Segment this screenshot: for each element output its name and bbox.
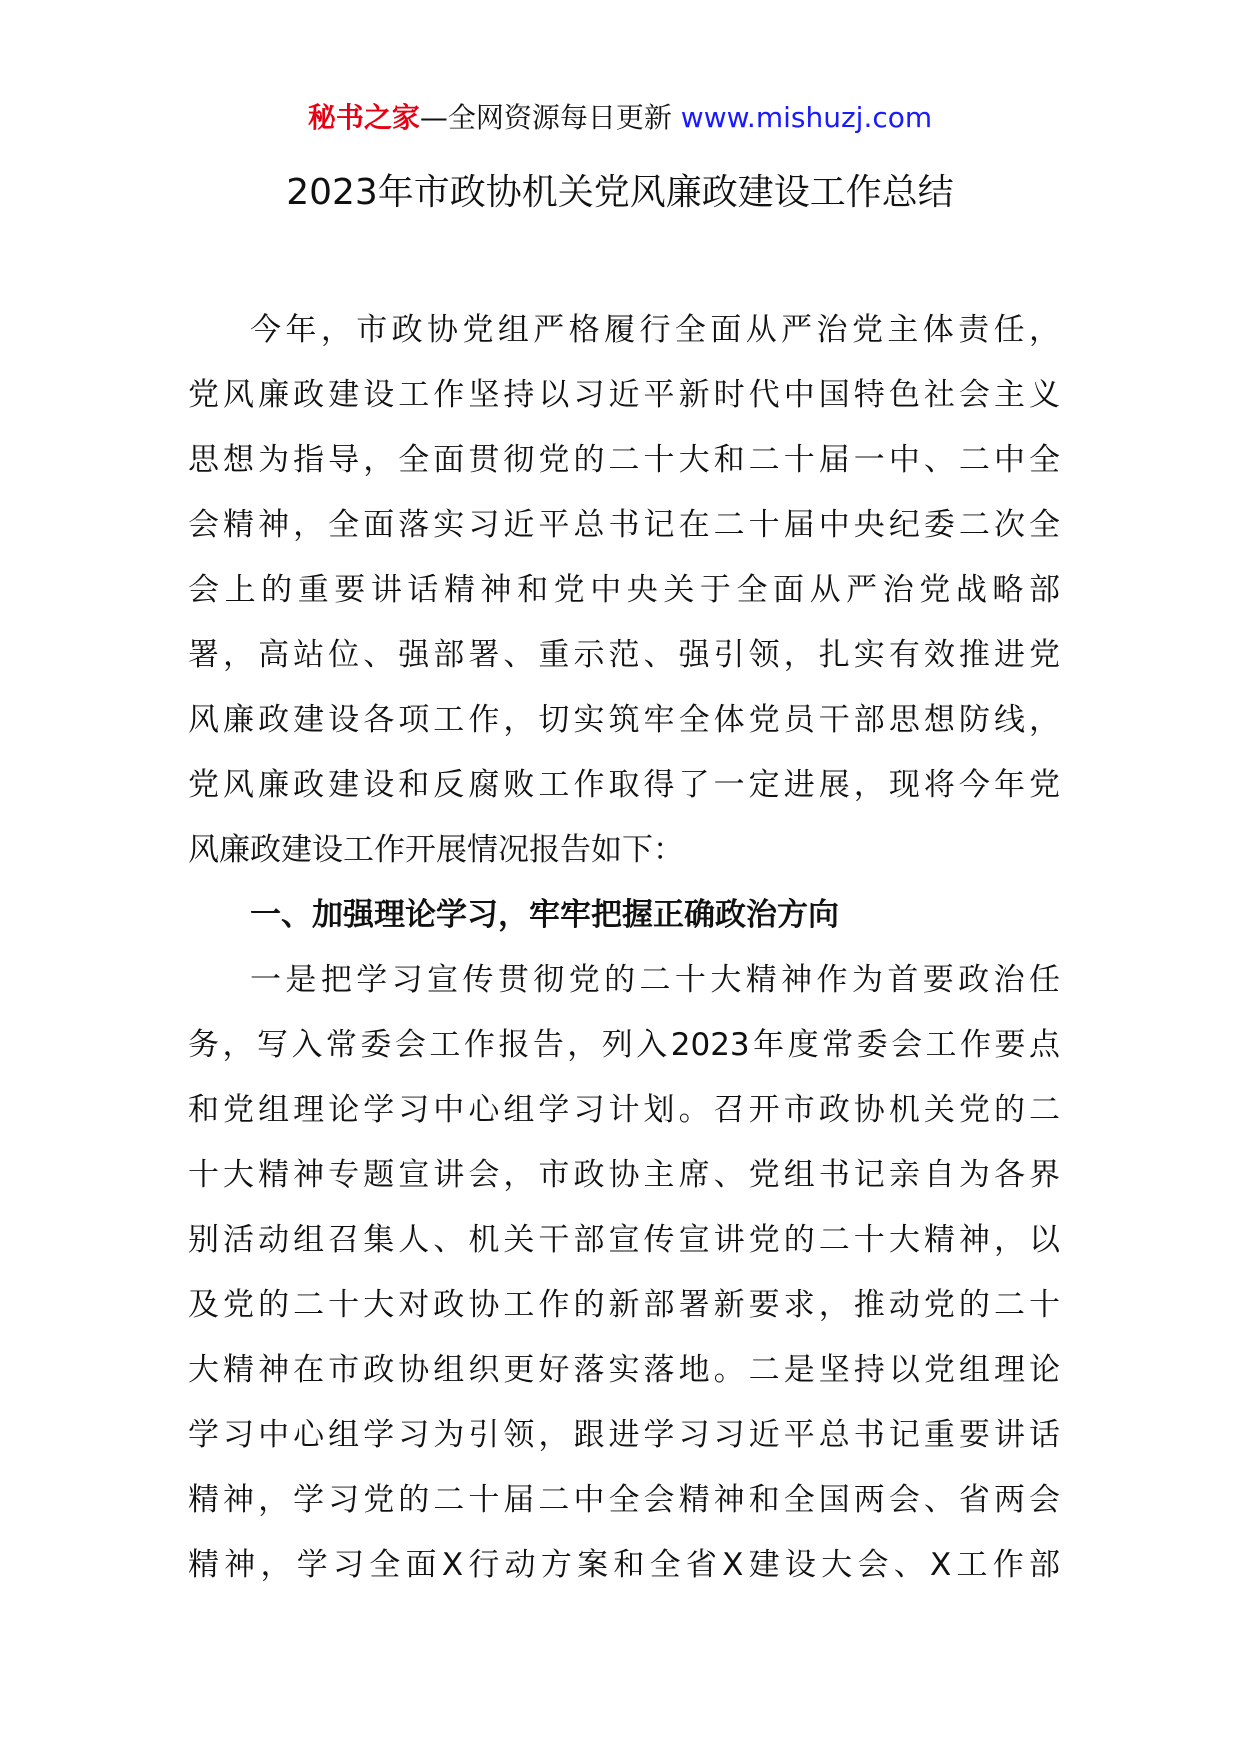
paragraph-line: 和党组理论学习中心组学习计划。召开市政协机关党的二 [188,1092,1060,1128]
paragraph-line: 大精神在市政协组织更好落实落地。二是坚持以党组理论 [188,1352,1060,1388]
paragraph-line: 精神，学习全面X行动方案和全省X建设大会、X工作部 [188,1547,1060,1583]
paragraph-line: 及党的二十大对政协工作的新部署新要求，推动党的二十 [188,1287,1060,1323]
paragraph-line: 风廉政建设各项工作，切实筑牢全体党员干部思想防线， [188,702,1060,738]
paragraph-line: 会上的重要讲话精神和党中央关于全面从严治党战略部 [188,572,1060,608]
paragraph-line: 党风廉政建设和反腐败工作取得了一定进展，现将今年党 [188,767,1060,803]
document-title: 2023年市政协机关党风廉政建设工作总结 [286,172,954,213]
paragraph-line: 别活动组召集人、机关干部宣传宣讲党的二十大精神，以 [188,1222,1060,1258]
header-tagline: —全网资源每日更新 [419,101,672,134]
paragraph-line: 思想为指导，全面贯彻党的二十大和二十届一中、二中全 [188,442,1060,478]
paragraph-line: 十大精神专题宣讲会，市政协主席、党组书记亲自为各界 [188,1157,1060,1193]
brand-name: 秘书之家 [307,101,420,134]
site-header [0,98,1240,138]
paragraph-line: 今年，市政协党组严格履行全面从严治党主体责任， [250,312,1060,348]
paragraph-line: 署，高站位、强部署、重示范、强引领，扎实有效推进党 [188,637,1060,673]
paragraph-line: 党风廉政建设工作坚持以习近平新时代中国特色社会主义 [188,377,1060,413]
paragraph-line: 会精神，全面落实习近平总书记在二十届中央纪委二次全 [188,507,1060,543]
paragraph-line: 务，写入常委会工作报告，列入2023年度常委会工作要点 [188,1027,1060,1063]
paragraph-line: 学习中心组学习为引领，跟进学习习近平总书记重要讲话 [188,1417,1060,1453]
paragraph-line: 精神，学习党的二十届二中全会精神和全国两会、省两会 [188,1482,1060,1518]
section-heading: 一、加强理论学习，牢牢把握正确政治方向 [250,897,839,933]
document-body [188,298,1060,1598]
site-url-link[interactable]: www.mishuzj.com [680,101,933,134]
paragraph-line: 风廉政建设工作开展情况报告如下： [188,832,684,868]
paragraph-line: 一是把学习宣传贯彻党的二十大精神作为首要政治任 [250,962,1060,998]
